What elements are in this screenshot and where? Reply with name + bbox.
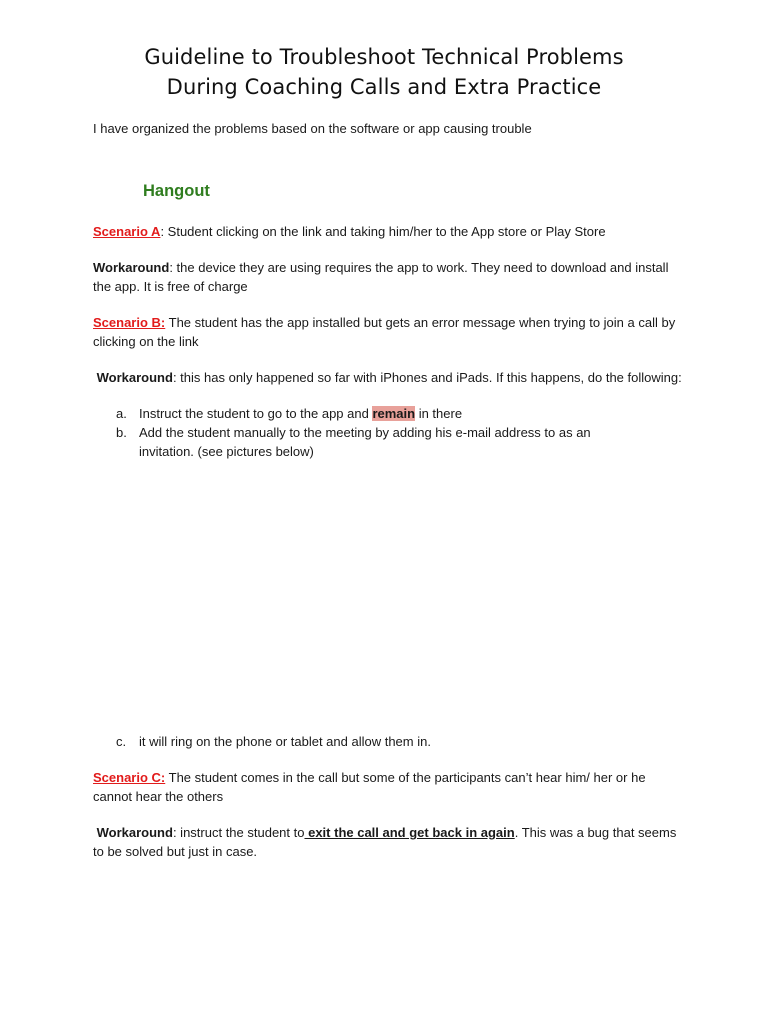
highlight-remain: remain [372,406,416,421]
workaround-c-label: Workaround [96,825,173,840]
list-marker-b: b. [116,425,127,440]
list-marker-c: c. [116,734,127,749]
scenario-c-label: Scenario C: [93,770,166,785]
list-a-after: in there [415,406,463,421]
intro-paragraph: I have organized the problems based on the software or app causing trouble [93,121,532,136]
pictures-placeholder [93,470,683,725]
list-text-a [139,405,649,424]
section-heading-hangout: Hangout [143,182,210,200]
scenario-b-text: The student has the app installed but gets an error message when trying to join a call by clicking on the link [93,315,676,349]
scenario-a-text: : Student clicking on the link and taking him/her to the App store or Play Store [160,224,606,239]
workaround-b-paragraph [93,369,683,388]
scenario-a-label: Scenario A [93,224,161,239]
workaround-b-label: Workaround [96,370,173,385]
page-title [0,42,768,102]
list-marker-a: a. [116,406,127,421]
workaround-c-emphasis: exit the call and get back in again [304,825,515,840]
workaround-c-text-after: . This was a bug that seems to be solved but just in case. [93,825,677,859]
list-text-c: it will ring on the phone or tablet and allow them in. [139,734,431,749]
workaround-a-label: Workaround [93,260,170,275]
scenario-c-paragraph [93,769,683,806]
scenario-b-paragraph [93,314,683,351]
workaround-a-paragraph [93,259,683,296]
title-line-2: During Coaching Calls and Extra Practice [166,75,602,99]
list-text-b: Add the student manually to the meeting by adding his e-mail address to as an invitation. (see pictures below) [139,425,591,459]
list-a-before: Instruct the student to go to the app and [139,406,373,421]
scenario-b-label: Scenario B: [93,315,166,330]
scenario-a-paragraph [93,223,683,242]
workaround-b-text: : this has only happened so far with iPhones and iPads. If this happens, do the following: [172,370,682,385]
workaround-c-text-before: : instruct the student to [172,825,305,840]
title-line-1: Guideline to Troubleshoot Technical Problems [144,45,624,69]
workaround-a-text: : the device they are using requires the app to work. They need to download and install the app. It is free of charge [93,260,669,294]
workaround-c-paragraph [93,824,683,861]
scenario-c-text: The student comes in the call but some of the participants can’t hear him/ her or he cannot hear the others [93,770,646,804]
